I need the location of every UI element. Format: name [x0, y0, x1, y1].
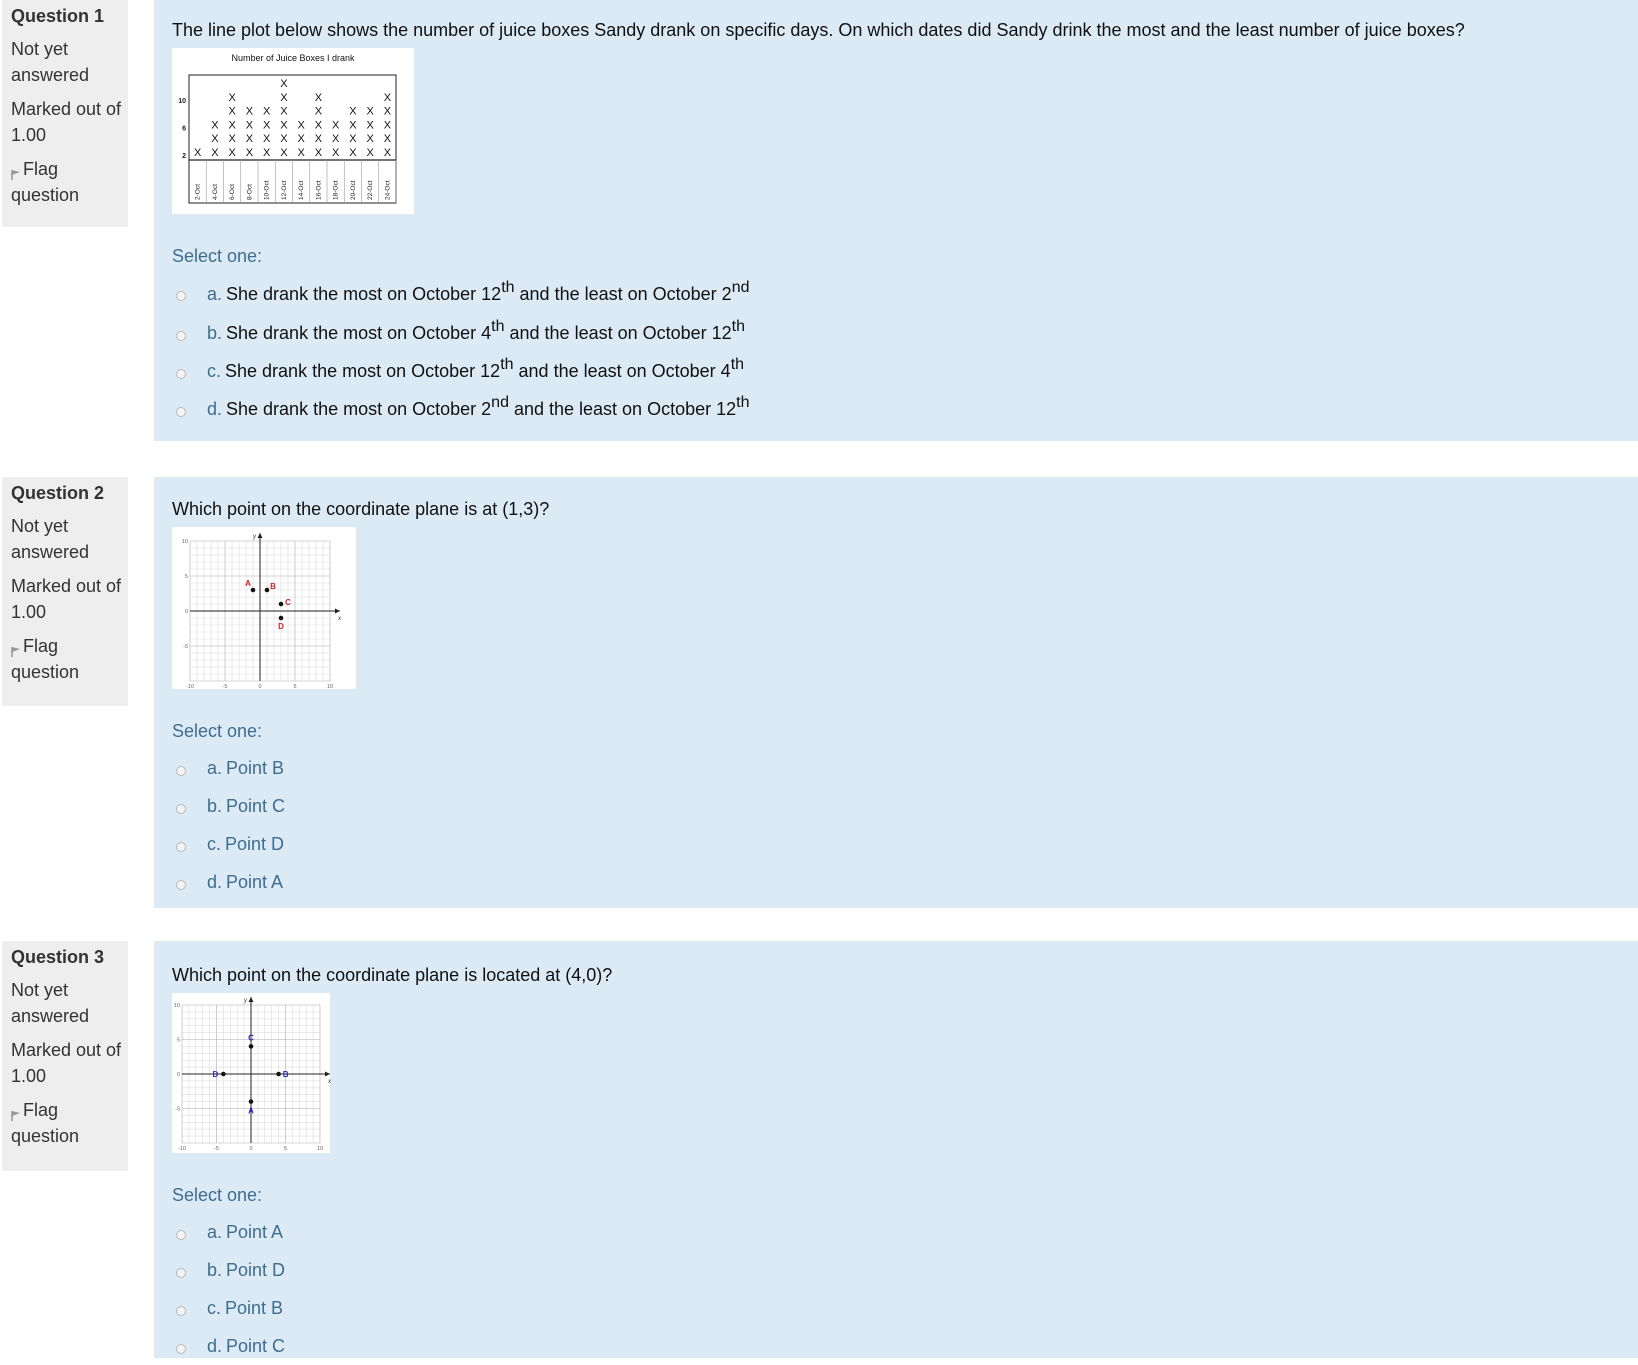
- coordinate-plane-figure: [172, 993, 330, 1153]
- x-mark: X: [383, 119, 392, 132]
- option-letter: d.: [207, 872, 223, 892]
- x-tick-label: 5: [293, 684, 297, 690]
- y-tick-label: 2: [182, 153, 186, 160]
- option-a[interactable]: [172, 274, 1638, 314]
- x-mark: X: [228, 119, 236, 132]
- date-label: 22-Oct: [367, 180, 375, 200]
- date-label: 6-Oct: [229, 184, 237, 200]
- select-one-prompt: Select one:: [172, 1185, 263, 1205]
- point-label: D: [278, 622, 284, 631]
- x-axis-label: x: [328, 1079, 331, 1085]
- option-d[interactable]: [172, 863, 1638, 901]
- flag-label: Flag question: [11, 1100, 80, 1146]
- option-a[interactable]: [172, 749, 1638, 787]
- x-mark: X: [245, 105, 254, 118]
- option-letter: b.: [207, 796, 223, 816]
- question-text: Which point on the coordinate plane is located at (4,0)?: [172, 965, 613, 985]
- x-mark: X: [349, 119, 357, 132]
- question-content: [154, 477, 1638, 908]
- x-mark: X: [297, 147, 305, 159]
- point-marker: [276, 1072, 281, 1077]
- x-mark: X: [331, 147, 340, 159]
- question-state: Not yet answered: [11, 516, 90, 562]
- question-content: [154, 0, 1638, 441]
- x-mark: X: [280, 91, 288, 104]
- y-tick-label: 5: [184, 574, 188, 580]
- option-text: Point D: [226, 1260, 286, 1280]
- x-mark: X: [280, 78, 288, 90]
- radio-button[interactable]: [176, 1230, 186, 1240]
- radio-button[interactable]: [176, 407, 186, 417]
- x-mark: X: [262, 133, 271, 146]
- point-label: A: [245, 579, 251, 588]
- x-tick-label: 10: [326, 684, 334, 690]
- question-info: [2, 941, 128, 1171]
- y-axis-arrow: [258, 533, 263, 538]
- x-mark: X: [366, 105, 374, 118]
- x-mark: X: [349, 133, 357, 146]
- question-content: [154, 941, 1638, 1358]
- option-d[interactable]: [172, 390, 1638, 428]
- point-label: A: [248, 1106, 254, 1116]
- question-state: Not yet answered: [11, 39, 90, 85]
- x-mark: X: [228, 147, 236, 159]
- x-mark: X: [366, 133, 374, 146]
- option-letter: a.: [207, 1222, 223, 1242]
- x-axis-label: x: [338, 616, 341, 622]
- radio-button[interactable]: [176, 766, 186, 776]
- x-mark: X: [280, 105, 288, 118]
- date-label: 10-Oct: [263, 180, 271, 200]
- x-mark: X: [211, 147, 219, 159]
- option-letter: a.: [207, 758, 223, 778]
- flag-question-button[interactable]: [11, 156, 128, 208]
- option-c[interactable]: [172, 825, 1638, 863]
- flag-question-button[interactable]: [11, 633, 128, 685]
- x-mark: X: [383, 91, 392, 104]
- option-b[interactable]: [172, 1251, 1638, 1289]
- question-grade: Marked out of 1.00: [11, 1040, 122, 1086]
- question-info: [2, 0, 128, 227]
- option-letter: b.: [207, 323, 223, 343]
- x-mark: X: [280, 119, 288, 132]
- x-mark: X: [314, 91, 323, 104]
- x-mark: X: [245, 147, 254, 159]
- date-label: 16-Oct: [315, 180, 323, 200]
- point-label: B: [270, 582, 276, 591]
- option-letter: b.: [207, 1260, 223, 1280]
- answer-options: [172, 749, 1638, 901]
- x-mark: X: [383, 147, 392, 159]
- question-number: Question 1: [11, 6, 105, 26]
- x-mark: X: [262, 119, 271, 132]
- radio-button[interactable]: [176, 1268, 186, 1278]
- y-tick-label: 0: [176, 1072, 180, 1078]
- x-mark: X: [245, 133, 254, 146]
- option-text: Point B: [226, 758, 285, 778]
- radio-button[interactable]: [176, 842, 186, 852]
- x-tick-label: -5: [214, 1146, 219, 1152]
- x-mark: X: [228, 133, 236, 146]
- radio-button[interactable]: [176, 291, 186, 301]
- option-a[interactable]: [172, 1213, 1638, 1251]
- option-text: She drank the most on October 4th and the least on October 12th: [226, 318, 746, 343]
- option-letter: c.: [207, 1298, 222, 1318]
- option-letter: c.: [207, 361, 222, 381]
- radio-button[interactable]: [176, 1344, 186, 1354]
- y-tick-label: -5: [175, 1106, 180, 1113]
- point-label: C: [248, 1033, 254, 1043]
- option-text: She drank the most on October 12th and the least on October 2nd: [226, 279, 750, 304]
- x-mark: X: [211, 119, 219, 132]
- x-mark: X: [262, 147, 271, 159]
- point-label: B: [282, 1070, 289, 1079]
- x-mark: X: [245, 119, 254, 132]
- x-mark: X: [280, 147, 288, 159]
- y-tick-label: 10: [181, 539, 188, 545]
- x-mark: X: [280, 133, 288, 146]
- option-text: Point B: [225, 1298, 284, 1318]
- x-mark: X: [331, 119, 340, 132]
- flag-question-button[interactable]: [11, 1097, 128, 1149]
- y-axis-arrow: [249, 997, 254, 1002]
- date-label: 24-Oct: [384, 180, 392, 200]
- option-letter: c.: [207, 834, 222, 854]
- question-info: [2, 477, 128, 706]
- y-tick-label: 5: [176, 1037, 180, 1044]
- question-text: The line plot below shows the number of juice boxes Sandy drank on specific days. On which dates did Sandy drink the most and the least number of juice boxes?: [172, 20, 1465, 40]
- date-label: 4-Oct: [211, 184, 219, 200]
- point-marker: [251, 588, 256, 593]
- date-label: 14-Oct: [298, 180, 306, 200]
- point-label: D: [212, 1070, 219, 1079]
- x-mark: X: [211, 133, 219, 146]
- x-tick-label: 0: [258, 684, 262, 690]
- x-tick-label: 10: [316, 1146, 324, 1152]
- question-text: Which point on the coordinate plane is at (1,3)?: [172, 499, 550, 519]
- question-grade: Marked out of 1.00: [11, 576, 122, 622]
- option-text: She drank the most on October 12th and the least on October 4th: [225, 356, 745, 381]
- point-marker: [249, 1099, 254, 1104]
- option-text: Point D: [225, 834, 285, 854]
- question-number: Question 2: [11, 483, 105, 503]
- y-axis-label: y: [244, 998, 247, 1004]
- x-axis-arrow: [335, 609, 340, 614]
- x-mark: X: [366, 119, 374, 132]
- plot-title: Number of Juice Boxes I drank: [231, 53, 355, 63]
- x-mark: X: [314, 105, 323, 118]
- x-tick-label: 5: [283, 1146, 288, 1152]
- date-label: 18-Oct: [332, 180, 340, 200]
- date-label: 2-Oct: [194, 184, 202, 200]
- x-tick-label: -10: [186, 684, 194, 690]
- x-mark: X: [331, 133, 340, 146]
- radio-button[interactable]: [176, 369, 186, 379]
- coordinate-plane-figure: [172, 527, 356, 689]
- x-mark: X: [383, 133, 392, 146]
- y-tick-label: 10: [173, 1003, 180, 1009]
- x-mark: X: [314, 119, 323, 132]
- option-c[interactable]: [172, 352, 1638, 390]
- x-mark: X: [228, 105, 236, 118]
- option-text: Point A: [226, 1222, 284, 1242]
- answer-options: [172, 274, 1638, 428]
- option-b[interactable]: [172, 787, 1638, 825]
- option-b[interactable]: [172, 314, 1638, 352]
- option-text: Point C: [226, 796, 286, 816]
- option-c[interactable]: [172, 1289, 1638, 1327]
- x-mark: X: [366, 147, 374, 159]
- x-mark: X: [193, 147, 202, 159]
- radio-button[interactable]: [176, 1306, 186, 1316]
- x-mark: X: [228, 91, 236, 104]
- point-marker: [279, 616, 284, 621]
- flag-icon: [11, 646, 21, 658]
- x-mark: X: [297, 133, 305, 146]
- option-letter: d.: [207, 399, 223, 419]
- option-text: She drank the most on October 2nd and the least on October 12th: [226, 394, 750, 419]
- radio-button[interactable]: [176, 331, 186, 341]
- flag-icon: [11, 1110, 21, 1122]
- y-axis-label: y: [253, 534, 256, 540]
- date-label: 20-Oct: [349, 180, 357, 200]
- x-mark: X: [314, 133, 323, 146]
- select-one-prompt: Select one:: [172, 246, 263, 266]
- point-marker: [221, 1072, 226, 1077]
- question-state: Not yet answered: [11, 980, 90, 1026]
- y-tick-label: -5: [183, 644, 188, 650]
- question-grade: Marked out of 1.00: [11, 99, 122, 145]
- answer-options: [172, 1213, 1638, 1365]
- question-number: Question 3: [11, 947, 105, 967]
- x-tick-label: 0: [249, 1146, 253, 1152]
- option-d[interactable]: [172, 1327, 1638, 1365]
- select-one-prompt: Select one:: [172, 721, 263, 741]
- x-mark: X: [349, 147, 357, 159]
- x-mark: X: [383, 105, 392, 118]
- point-marker: [265, 588, 270, 593]
- flag-label: Flag question: [11, 636, 80, 682]
- option-letter: a.: [207, 284, 223, 304]
- y-tick-label: 10: [178, 97, 186, 105]
- x-tick-label: -5: [222, 684, 228, 690]
- point-label: C: [285, 598, 291, 607]
- point-marker: [249, 1044, 254, 1049]
- x-tick-label: -10: [178, 1146, 186, 1152]
- x-mark: X: [314, 147, 323, 159]
- flag-label: Flag question: [11, 159, 80, 205]
- option-text: Point C: [226, 1336, 286, 1356]
- y-tick-label: 0: [184, 609, 188, 615]
- option-letter: d.: [207, 1336, 223, 1356]
- flag-icon: [11, 169, 21, 181]
- x-mark: X: [262, 105, 271, 118]
- point-marker: [279, 602, 284, 607]
- y-tick-label: 6: [182, 125, 186, 133]
- option-text: Point A: [226, 872, 284, 892]
- radio-button[interactable]: [176, 880, 186, 890]
- radio-button[interactable]: [176, 804, 186, 814]
- x-mark: X: [349, 105, 357, 118]
- x-mark: X: [297, 119, 305, 132]
- date-label: 8-Oct: [246, 184, 254, 200]
- date-label: 12-Oct: [280, 180, 288, 200]
- juice-box-line-plot: [172, 48, 414, 214]
- x-axis-arrow: [325, 1072, 330, 1077]
